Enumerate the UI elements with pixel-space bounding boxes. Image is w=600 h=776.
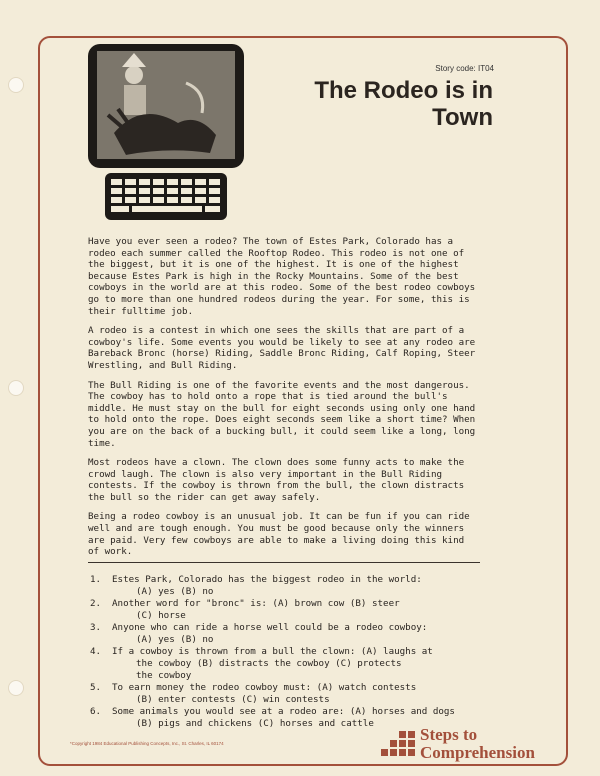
title-line-1: The Rodeo is in <box>314 77 493 104</box>
logo-square <box>399 740 406 747</box>
question-number: 5. <box>90 682 102 693</box>
question-number: 1. <box>90 574 102 585</box>
steps-to-comprehension-logo <box>381 725 571 768</box>
answer-options: the cowboy <box>136 670 192 681</box>
question-number: 3. <box>90 622 102 633</box>
answer-options: (C) horse <box>136 610 186 621</box>
section-divider <box>88 562 480 563</box>
question-item <box>90 598 490 622</box>
answer-options: (A) yes (B) no <box>136 586 214 597</box>
logo-text-line-2: Comprehension <box>420 743 535 762</box>
logo-square <box>408 731 415 738</box>
answer-options: (B) pigs and chickens (C) horses and cattle <box>136 718 374 729</box>
question-text: Estes Park, Colorado has the biggest rodeo in the world: <box>112 574 422 585</box>
logo-square <box>408 740 415 747</box>
question-list <box>90 574 490 730</box>
answer-options: (B) enter contests (C) win contests <box>136 694 330 705</box>
logo-square <box>408 749 415 756</box>
story-paragraph: The Bull Riding is one of the favorite events and the most dangerous. The cowboy has to hold onto a rope that is tied around the bull's middle. He must stay on the bull for eight seconds using only one hand to hold onto the rope. Does eight seconds seem like a short time? When you are on the back of a bucking bull, it could seem like a long, long time. <box>88 379 476 449</box>
question-item <box>90 622 490 646</box>
binder-hole <box>8 380 24 396</box>
title-line-2: Town <box>432 104 493 131</box>
question-number: 4. <box>90 646 102 657</box>
binder-hole <box>8 680 24 696</box>
logo-square <box>399 731 406 738</box>
logo-square <box>399 749 406 756</box>
binder-hole <box>8 77 24 93</box>
logo-text-line-1: Steps to <box>420 725 478 744</box>
answer-options: (A) yes (B) no <box>136 634 214 645</box>
question-number: 2. <box>90 598 102 609</box>
copyright-notice: *Copyright 1984 Educational Publishing Concepts, Inc., St. Charles, IL 60174 <box>70 741 224 746</box>
question-item <box>90 574 490 598</box>
logo-square <box>390 740 397 747</box>
question-text: Another word for "bronc" is: (A) brown cow (B) steer <box>112 598 400 609</box>
question-text: If a cowboy is thrown from a bull the clown: (A) laughs at <box>112 646 433 657</box>
story-text <box>88 236 480 566</box>
story-code: Story code: IT04 <box>435 64 494 73</box>
page-title <box>233 77 493 131</box>
story-paragraph: Being a rodeo cowboy is an unusual job. It can be fun if you can ride well and are tough enough. You must be good because only the winners are paid. Very few cowboys are able to make a living doing this kind of work. <box>88 511 470 558</box>
question-text: Anyone who can ride a horse well could be a rodeo cowboy: <box>112 622 428 633</box>
computer-illustration-icon <box>86 43 246 228</box>
story-paragraph: A rodeo is a contest in which one sees the skills that are part of a cowboy's life. Some events you would be likely to see at any rodeo are Bareback Bronc (horse) Riding, Saddle Bronc Riding, Calf Roping, Steer Wrestling, and Bull Riding. <box>88 325 476 371</box>
question-item <box>90 646 490 682</box>
question-text: Some animals you would see at a rodeo are: (A) horses and dogs <box>112 706 455 717</box>
logo-square <box>390 749 397 756</box>
question-text: To earn money the rodeo cowboy must: (A) watch contests <box>112 682 417 693</box>
question-item <box>90 682 490 706</box>
answer-options: the cowboy (B) distracts the cowboy (C) protects <box>136 658 402 669</box>
story-paragraph: Most rodeos have a clown. The clown does some funny acts to make the crowd laugh. The clown is also very important in the Bull Riding contests. If the cowboy is thrown from the bull, the clown distracts the bull so the rider can get away safely. <box>88 457 465 503</box>
question-number: 6. <box>90 706 102 717</box>
logo-square <box>381 749 388 756</box>
story-paragraph: Have you ever seen a rodeo? The town of Estes Park, Colorado has a rodeo each summer called the Rooftop Rodeo. This rodeo is not one of the biggest, but it is one of the highest. It is one of the highest because Estes Park is high in the Rocky Mountains. Some of the best cowboys in the world are at this rodeo. Some of the best rodeo cowboys go to more than one hundred rodeos during the year. For some, this is their fulltime job. <box>88 236 476 317</box>
